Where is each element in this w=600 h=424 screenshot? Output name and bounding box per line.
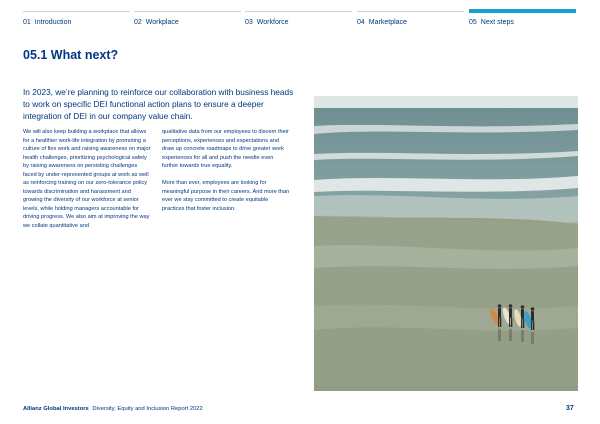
nav-item-label: Marketplace (368, 19, 407, 26)
nav-item-introduction[interactable] (23, 19, 71, 26)
nav-item-workplace[interactable] (134, 19, 179, 26)
nav-rule-1 (23, 11, 130, 12)
nav-item-label: Introduction (34, 19, 72, 26)
nav-item-next-steps[interactable] (469, 19, 514, 26)
nav-item-workforce[interactable] (245, 19, 289, 26)
top-navigation (0, 0, 600, 28)
surfers-beach-photo (314, 96, 578, 391)
nav-item-number: 01 (23, 19, 31, 26)
nav-item-number: 05 (469, 19, 477, 26)
footer-brand: Allianz Global Investors (23, 406, 89, 412)
body-column-left (23, 128, 151, 231)
body-paragraph: We will also keep building a workplace that allows for a healthier work-life integration by promoting a culture of flex work and raising awareness on major health challenges, prioritizing psychological safety by raising awareness on persisting challenges faced by under-represented groups at work as well as reinforcing training on our zero-tolerance policy towards discrimination and harassment and growing the diversity of our workforce at senior levels, while holding managers accountable for driving progress. We also aim at improving the way we collate quantitative and (23, 129, 151, 230)
footer (23, 406, 203, 412)
nav-item-label: Next steps (480, 19, 514, 26)
nav-item-number: 03 (245, 19, 253, 26)
body-paragraph: qualitative data from our employees to discern their perceptions, experiences and expectations and draw up concrete roadmaps to drive greater work experiences for all and push the needle even further towards true equality. (162, 129, 289, 170)
body-column-right (162, 128, 290, 213)
nav-item-label: Workplace (145, 19, 179, 26)
nav-active-indicator (469, 9, 576, 13)
nav-item-marketplace[interactable] (357, 19, 407, 26)
nav-rule-4 (357, 11, 464, 12)
nav-rule-2 (134, 11, 241, 12)
lead-paragraph: In 2023, we’re planning to reinforce our collaboration with business heads to work on specific DEI functional action plans to ensure a deeper integration of DEI in our company value chain. (23, 87, 294, 121)
page-number: 37 (566, 405, 574, 412)
nav-item-number: 04 (357, 19, 365, 26)
nav-item-number: 02 (134, 19, 142, 26)
nav-item-label: Workforce (256, 19, 289, 26)
section-title: 05.1 What next? (23, 48, 119, 62)
body-paragraph: More than ever, employees are looking for meaningful purpose in their careers. And more than ever we stay committed to create equitable practices that foster inclusion. (162, 180, 290, 212)
nav-rule-3 (245, 11, 352, 12)
footer-report-title: Diversity, Equity and Inclusion Report 2022 (92, 406, 203, 412)
